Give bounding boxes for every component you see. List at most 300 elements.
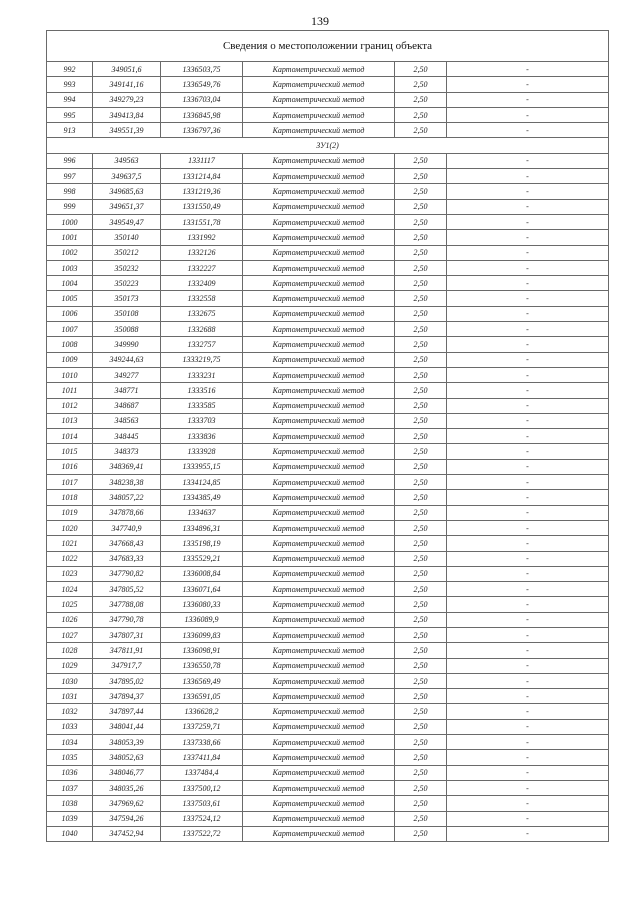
coordinate-y-cell: 1334637 <box>161 505 243 520</box>
coordinate-x-cell: 349413,84 <box>93 107 161 122</box>
coordinate-x-cell: 347594,26 <box>93 811 161 826</box>
coordinate-y-cell: 1334124,85 <box>161 475 243 490</box>
coordinate-x-cell: 348373 <box>93 444 161 459</box>
coordinate-x-cell: 349141,16 <box>93 77 161 92</box>
table-row <box>47 719 609 734</box>
table-row <box>47 306 609 321</box>
description-cell: - <box>447 398 609 413</box>
coordinate-y-cell: 1336569,49 <box>161 673 243 688</box>
accuracy-cell: 2,50 <box>395 826 447 841</box>
method-cell: Картометрический метод <box>243 291 395 306</box>
method-cell: Картометрический метод <box>243 260 395 275</box>
accuracy-cell: 2,50 <box>395 199 447 214</box>
method-cell: Картометрический метод <box>243 322 395 337</box>
accuracy-cell: 2,50 <box>395 704 447 719</box>
coordinate-y-cell: 1336071,64 <box>161 582 243 597</box>
coordinate-y-cell: 1336550,78 <box>161 658 243 673</box>
coordinate-x-cell: 349990 <box>93 337 161 352</box>
coordinate-x-cell: 348369,41 <box>93 459 161 474</box>
point-number-cell: 1013 <box>47 413 93 428</box>
accuracy-cell: 2,50 <box>395 383 447 398</box>
table-row <box>47 199 609 214</box>
accuracy-cell: 2,50 <box>395 475 447 490</box>
point-number-cell: 1006 <box>47 306 93 321</box>
description-cell: - <box>447 597 609 612</box>
point-number-cell: 1030 <box>47 673 93 688</box>
table-row <box>47 444 609 459</box>
point-number-cell: 1031 <box>47 689 93 704</box>
coordinate-y-cell: 1336628,2 <box>161 704 243 719</box>
description-cell: - <box>447 245 609 260</box>
table-row <box>47 153 609 168</box>
method-cell: Картометрический метод <box>243 643 395 658</box>
method-cell: Картометрический метод <box>243 475 395 490</box>
point-number-cell: 1021 <box>47 536 93 551</box>
table-row <box>47 123 609 138</box>
table-row <box>47 77 609 92</box>
method-cell: Картометрический метод <box>243 367 395 382</box>
coordinate-x-cell: 349051,6 <box>93 62 161 77</box>
coordinate-x-cell: 347894,37 <box>93 689 161 704</box>
table-row <box>47 429 609 444</box>
method-cell: Картометрический метод <box>243 352 395 367</box>
coordinate-y-cell: 1336008,84 <box>161 566 243 581</box>
table-section-row <box>47 138 609 153</box>
table-row <box>47 245 609 260</box>
description-cell: - <box>447 383 609 398</box>
method-cell: Картометрический метод <box>243 735 395 750</box>
accuracy-cell: 2,50 <box>395 597 447 612</box>
point-number-cell: 1034 <box>47 735 93 750</box>
coordinate-y-cell: 1335529,21 <box>161 551 243 566</box>
coordinate-y-cell: 1337503,61 <box>161 796 243 811</box>
description-cell: - <box>447 413 609 428</box>
coordinate-y-cell: 1336099,83 <box>161 627 243 642</box>
coordinate-x-cell: 350212 <box>93 245 161 260</box>
method-cell: Картометрический метод <box>243 780 395 795</box>
coordinate-y-cell: 1336080,33 <box>161 597 243 612</box>
method-cell: Картометрический метод <box>243 413 395 428</box>
method-cell: Картометрический метод <box>243 62 395 77</box>
description-cell: - <box>447 735 609 750</box>
table-row <box>47 704 609 719</box>
accuracy-cell: 2,50 <box>395 62 447 77</box>
coordinate-x-cell: 350173 <box>93 291 161 306</box>
table-row <box>47 627 609 642</box>
accuracy-cell: 2,50 <box>395 505 447 520</box>
method-cell: Картометрический метод <box>243 566 395 581</box>
point-number-cell: 1011 <box>47 383 93 398</box>
method-cell: Картометрический метод <box>243 77 395 92</box>
accuracy-cell: 2,50 <box>395 689 447 704</box>
description-cell: - <box>447 811 609 826</box>
description-cell: - <box>447 459 609 474</box>
coordinate-x-cell: 349551,39 <box>93 123 161 138</box>
table-row <box>47 276 609 291</box>
point-number-cell: 913 <box>47 123 93 138</box>
point-number-cell: 1012 <box>47 398 93 413</box>
accuracy-cell: 2,50 <box>395 184 447 199</box>
accuracy-cell: 2,50 <box>395 735 447 750</box>
coordinate-y-cell: 1333955,15 <box>161 459 243 474</box>
table-row <box>47 291 609 306</box>
coordinate-x-cell: 347740,9 <box>93 520 161 535</box>
coordinate-x-cell: 347790,82 <box>93 566 161 581</box>
accuracy-cell: 2,50 <box>395 230 447 245</box>
description-cell: - <box>447 765 609 780</box>
point-number-cell: 996 <box>47 153 93 168</box>
table-row <box>47 62 609 77</box>
description-cell: - <box>447 199 609 214</box>
coordinate-y-cell: 1331551,78 <box>161 214 243 229</box>
coordinate-y-cell: 1336098,91 <box>161 643 243 658</box>
method-cell: Картометрический метод <box>243 459 395 474</box>
accuracy-cell: 2,50 <box>395 413 447 428</box>
table-row <box>47 780 609 795</box>
accuracy-cell: 2,50 <box>395 153 447 168</box>
accuracy-cell: 2,50 <box>395 92 447 107</box>
table-row <box>47 367 609 382</box>
point-number-cell: 1009 <box>47 352 93 367</box>
coordinate-x-cell: 349549,47 <box>93 214 161 229</box>
point-number-cell: 1022 <box>47 551 93 566</box>
method-cell: Картометрический метод <box>243 658 395 673</box>
description-cell: - <box>447 260 609 275</box>
method-cell: Картометрический метод <box>243 92 395 107</box>
accuracy-cell: 2,50 <box>395 322 447 337</box>
table-row <box>47 536 609 551</box>
description-cell: - <box>447 490 609 505</box>
accuracy-cell: 2,50 <box>395 214 447 229</box>
point-number-cell: 1029 <box>47 658 93 673</box>
point-number-cell: 993 <box>47 77 93 92</box>
point-number-cell: 1001 <box>47 230 93 245</box>
coordinate-x-cell: 347790,78 <box>93 612 161 627</box>
coordinate-x-cell: 348052,63 <box>93 750 161 765</box>
description-cell: - <box>447 536 609 551</box>
method-cell: Картометрический метод <box>243 796 395 811</box>
accuracy-cell: 2,50 <box>395 719 447 734</box>
accuracy-cell: 2,50 <box>395 811 447 826</box>
description-cell: - <box>447 291 609 306</box>
point-number-cell: 1017 <box>47 475 93 490</box>
method-cell: Картометрический метод <box>243 505 395 520</box>
point-number-cell: 1039 <box>47 811 93 826</box>
point-number-cell: 1018 <box>47 490 93 505</box>
page-number: 139 <box>311 14 329 28</box>
point-number-cell: 1028 <box>47 643 93 658</box>
method-cell: Картометрический метод <box>243 673 395 688</box>
coordinate-y-cell: 1337338,66 <box>161 735 243 750</box>
method-cell: Картометрический метод <box>243 429 395 444</box>
point-number-cell: 1023 <box>47 566 93 581</box>
description-cell: - <box>447 322 609 337</box>
table-row <box>47 490 609 505</box>
accuracy-cell: 2,50 <box>395 582 447 597</box>
table-row <box>47 459 609 474</box>
description-cell: - <box>447 520 609 535</box>
point-number-cell: 1037 <box>47 780 93 795</box>
point-number-cell: 1019 <box>47 505 93 520</box>
method-cell: Картометрический метод <box>243 811 395 826</box>
point-number-cell: 1014 <box>47 429 93 444</box>
accuracy-cell: 2,50 <box>395 459 447 474</box>
accuracy-cell: 2,50 <box>395 490 447 505</box>
coordinate-y-cell: 1334385,49 <box>161 490 243 505</box>
table-row <box>47 260 609 275</box>
table-row <box>47 735 609 750</box>
coordinate-y-cell: 1331117 <box>161 153 243 168</box>
point-number-cell: 992 <box>47 62 93 77</box>
description-cell: - <box>447 276 609 291</box>
coordinate-x-cell: 349685,63 <box>93 184 161 199</box>
coordinate-x-cell: 350140 <box>93 230 161 245</box>
coordinate-x-cell: 347878,66 <box>93 505 161 520</box>
boundary-coordinates-table <box>46 30 609 842</box>
description-cell: - <box>447 643 609 658</box>
method-cell: Картометрический метод <box>243 551 395 566</box>
description-cell: - <box>447 92 609 107</box>
coordinate-y-cell: 1331550,49 <box>161 199 243 214</box>
description-cell: - <box>447 169 609 184</box>
method-cell: Картометрический метод <box>243 719 395 734</box>
table-row <box>47 643 609 658</box>
description-cell: - <box>447 566 609 581</box>
table-row <box>47 673 609 688</box>
table-row <box>47 383 609 398</box>
point-number-cell: 1025 <box>47 597 93 612</box>
accuracy-cell: 2,50 <box>395 367 447 382</box>
coordinate-y-cell: 1332558 <box>161 291 243 306</box>
coordinate-y-cell: 1332126 <box>161 245 243 260</box>
method-cell: Картометрический метод <box>243 276 395 291</box>
point-number-cell: 999 <box>47 199 93 214</box>
coordinate-y-cell: 1337500,12 <box>161 780 243 795</box>
method-cell: Картометрический метод <box>243 153 395 168</box>
accuracy-cell: 2,50 <box>395 123 447 138</box>
description-cell: - <box>447 77 609 92</box>
accuracy-cell: 2,50 <box>395 107 447 122</box>
coordinate-y-cell: 1337411,84 <box>161 750 243 765</box>
coordinate-x-cell: 349279,23 <box>93 92 161 107</box>
coordinate-x-cell: 348053,39 <box>93 735 161 750</box>
coordinate-y-cell: 1331992 <box>161 230 243 245</box>
point-number-cell: 1032 <box>47 704 93 719</box>
accuracy-cell: 2,50 <box>395 612 447 627</box>
table-row <box>47 230 609 245</box>
table-title: Сведения о местоположении границ объекта <box>47 31 609 62</box>
method-cell: Картометрический метод <box>243 765 395 780</box>
description-cell: - <box>447 704 609 719</box>
accuracy-cell: 2,50 <box>395 276 447 291</box>
point-number-cell: 995 <box>47 107 93 122</box>
table-row <box>47 398 609 413</box>
method-cell: Картометрический метод <box>243 169 395 184</box>
point-number-cell: 1005 <box>47 291 93 306</box>
method-cell: Картометрический метод <box>243 199 395 214</box>
table-row <box>47 551 609 566</box>
coordinate-x-cell: 347668,43 <box>93 536 161 551</box>
coordinate-x-cell: 348445 <box>93 429 161 444</box>
coordinate-x-cell: 347788,08 <box>93 597 161 612</box>
coordinate-y-cell: 1337522,72 <box>161 826 243 841</box>
coordinate-y-cell: 1331214,84 <box>161 169 243 184</box>
coordinate-y-cell: 1335198,19 <box>161 536 243 551</box>
point-number-cell: 1004 <box>47 276 93 291</box>
method-cell: Картометрический метод <box>243 520 395 535</box>
coordinate-x-cell: 347811,91 <box>93 643 161 658</box>
point-number-cell: 1008 <box>47 337 93 352</box>
table-row <box>47 337 609 352</box>
accuracy-cell: 2,50 <box>395 536 447 551</box>
method-cell: Картометрический метод <box>243 245 395 260</box>
description-cell: - <box>447 796 609 811</box>
description-cell: - <box>447 62 609 77</box>
table-row <box>47 658 609 673</box>
coordinate-y-cell: 1336797,36 <box>161 123 243 138</box>
coordinate-y-cell: 1336591,05 <box>161 689 243 704</box>
coordinate-x-cell: 350108 <box>93 306 161 321</box>
coordinate-y-cell: 1336549,76 <box>161 77 243 92</box>
coordinate-y-cell: 1337259,71 <box>161 719 243 734</box>
method-cell: Картометрический метод <box>243 230 395 245</box>
coordinate-y-cell: 1333585 <box>161 398 243 413</box>
coordinate-x-cell: 349651,37 <box>93 199 161 214</box>
coordinate-y-cell: 1333231 <box>161 367 243 382</box>
table-row <box>47 750 609 765</box>
method-cell: Картометрический метод <box>243 826 395 841</box>
point-number-cell: 1016 <box>47 459 93 474</box>
table-row <box>47 352 609 367</box>
method-cell: Картометрический метод <box>243 184 395 199</box>
point-number-cell: 1033 <box>47 719 93 734</box>
coordinate-x-cell: 348046,77 <box>93 765 161 780</box>
accuracy-cell: 2,50 <box>395 306 447 321</box>
accuracy-cell: 2,50 <box>395 429 447 444</box>
accuracy-cell: 2,50 <box>395 352 447 367</box>
coordinate-y-cell: 1333516 <box>161 383 243 398</box>
table-row <box>47 413 609 428</box>
coordinate-y-cell: 1331219,36 <box>161 184 243 199</box>
method-cell: Картометрический метод <box>243 444 395 459</box>
point-number-cell: 1036 <box>47 765 93 780</box>
description-cell: - <box>447 689 609 704</box>
coordinate-x-cell: 349637,5 <box>93 169 161 184</box>
description-cell: - <box>447 184 609 199</box>
accuracy-cell: 2,50 <box>395 765 447 780</box>
table-row <box>47 169 609 184</box>
coordinate-x-cell: 347807,31 <box>93 627 161 642</box>
point-number-cell: 1026 <box>47 612 93 627</box>
coordinate-y-cell: 1333836 <box>161 429 243 444</box>
description-cell: - <box>447 826 609 841</box>
method-cell: Картометрический метод <box>243 750 395 765</box>
coordinate-x-cell: 348035,26 <box>93 780 161 795</box>
description-cell: - <box>447 337 609 352</box>
method-cell: Картометрический метод <box>243 582 395 597</box>
accuracy-cell: 2,50 <box>395 551 447 566</box>
description-cell: - <box>447 582 609 597</box>
coordinate-x-cell: 348238,38 <box>93 475 161 490</box>
accuracy-cell: 2,50 <box>395 520 447 535</box>
accuracy-cell: 2,50 <box>395 750 447 765</box>
coordinate-y-cell: 1337484,4 <box>161 765 243 780</box>
accuracy-cell: 2,50 <box>395 291 447 306</box>
coordinate-x-cell: 347805,52 <box>93 582 161 597</box>
coordinate-x-cell: 347897,44 <box>93 704 161 719</box>
method-cell: Картометрический метод <box>243 306 395 321</box>
coordinate-y-cell: 1336089,9 <box>161 612 243 627</box>
accuracy-cell: 2,50 <box>395 673 447 688</box>
method-cell: Картометрический метод <box>243 398 395 413</box>
table-row <box>47 184 609 199</box>
coordinate-y-cell: 1333928 <box>161 444 243 459</box>
coordinate-x-cell: 350088 <box>93 322 161 337</box>
point-number-cell: 1015 <box>47 444 93 459</box>
table-row <box>47 566 609 581</box>
description-cell: - <box>447 444 609 459</box>
accuracy-cell: 2,50 <box>395 337 447 352</box>
table-row <box>47 597 609 612</box>
coordinate-x-cell: 348771 <box>93 383 161 398</box>
accuracy-cell: 2,50 <box>395 627 447 642</box>
description-cell: - <box>447 214 609 229</box>
coordinate-x-cell: 347917,7 <box>93 658 161 673</box>
point-number-cell: 1010 <box>47 367 93 382</box>
table-row <box>47 826 609 841</box>
point-number-cell: 994 <box>47 92 93 107</box>
point-number-cell: 997 <box>47 169 93 184</box>
coordinate-y-cell: 1332757 <box>161 337 243 352</box>
accuracy-cell: 2,50 <box>395 658 447 673</box>
accuracy-cell: 2,50 <box>395 780 447 795</box>
method-cell: Картометрический метод <box>243 704 395 719</box>
description-cell: - <box>447 367 609 382</box>
coordinate-x-cell: 348563 <box>93 413 161 428</box>
point-number-cell: 1040 <box>47 826 93 841</box>
table-row <box>47 214 609 229</box>
point-number-cell: 1035 <box>47 750 93 765</box>
method-cell: Картометрический метод <box>243 536 395 551</box>
method-cell: Картометрический метод <box>243 689 395 704</box>
accuracy-cell: 2,50 <box>395 77 447 92</box>
coordinate-x-cell: 347969,62 <box>93 796 161 811</box>
accuracy-cell: 2,50 <box>395 643 447 658</box>
description-cell: - <box>447 505 609 520</box>
table-row <box>47 765 609 780</box>
accuracy-cell: 2,50 <box>395 566 447 581</box>
point-number-cell: 1027 <box>47 627 93 642</box>
coordinate-x-cell: 348057,22 <box>93 490 161 505</box>
coordinate-x-cell: 350223 <box>93 276 161 291</box>
coordinate-x-cell: 347895,02 <box>93 673 161 688</box>
method-cell: Картометрический метод <box>243 214 395 229</box>
description-cell: - <box>447 352 609 367</box>
description-cell: - <box>447 612 609 627</box>
table-row <box>47 505 609 520</box>
description-cell: - <box>447 719 609 734</box>
table-row <box>47 520 609 535</box>
coordinate-y-cell: 1332675 <box>161 306 243 321</box>
coordinate-x-cell: 349563 <box>93 153 161 168</box>
description-cell: - <box>447 627 609 642</box>
table-row <box>47 612 609 627</box>
accuracy-cell: 2,50 <box>395 245 447 260</box>
coordinate-y-cell: 1336845,98 <box>161 107 243 122</box>
table-row <box>47 107 609 122</box>
description-cell: - <box>447 429 609 444</box>
accuracy-cell: 2,50 <box>395 260 447 275</box>
